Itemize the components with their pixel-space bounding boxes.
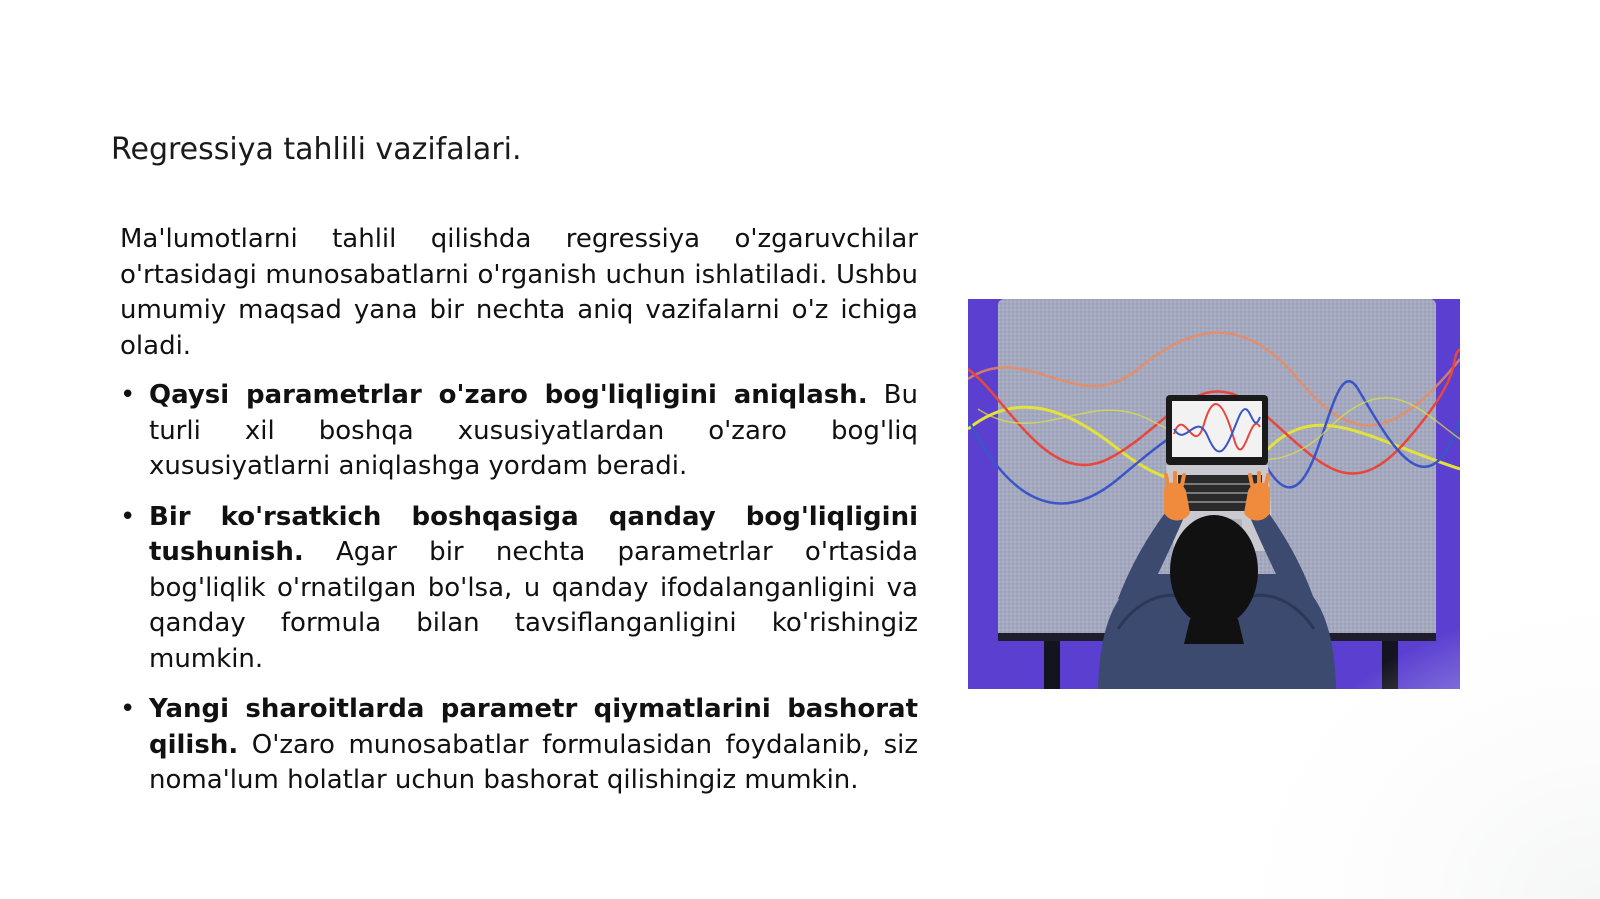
bullet-heading: Bir ko'rsatkich boshqasiga qanday bog'liqligini tushunish.	[149, 501, 918, 567]
bullet-text: O'zaro munosabatlar formulasidan foydalanib, siz noma'lum holatlar uchun bashorat qilishingiz mumkin.	[149, 729, 918, 795]
laptop-screen	[1172, 401, 1262, 457]
bullet-heading: Yangi sharoitlarda parametr qiymatlarini bashorat qilish.	[149, 694, 918, 760]
bullet-heading: Qaysi parametrlar o'zaro bog'liqligini aniqlash.	[149, 380, 868, 410]
list-item	[120, 692, 918, 799]
slide-title: Regressiya tahlili vazifalari.	[111, 132, 522, 167]
bullet-text: Bu turli xil boshqa xususiyatlardan o'zaro bog'liq xususiyatlarni aniqlashga yordam beradi.	[149, 380, 918, 481]
bullet-icon: •	[120, 694, 136, 724]
bullet-text: Agar bir nechta parametrlar o'rtasida bog'liqlik o'rnatilgan bo'lsa, u qanday ifodalanganligini va qanday formula bilan tavsiflanganligini ko'rishingiz mumkin.	[149, 537, 918, 674]
list-item	[120, 500, 918, 678]
task-list	[120, 378, 918, 799]
intro-paragraph: Ma'lumotlarni tahlil qilishda regressiya o'zgaruvchilar o'rtasidagi munosabatlarni o'rganish uchun ishlatiladi. Ushbu umumiy maqsad yana bir nechta aniq vazifalarni o'z ichiga oladi.	[120, 224, 918, 361]
bullet-icon: •	[120, 380, 136, 410]
slide-body	[120, 222, 918, 814]
background-wash	[1240, 599, 1600, 899]
bullet-icon: •	[120, 501, 136, 532]
list-item	[120, 378, 918, 485]
